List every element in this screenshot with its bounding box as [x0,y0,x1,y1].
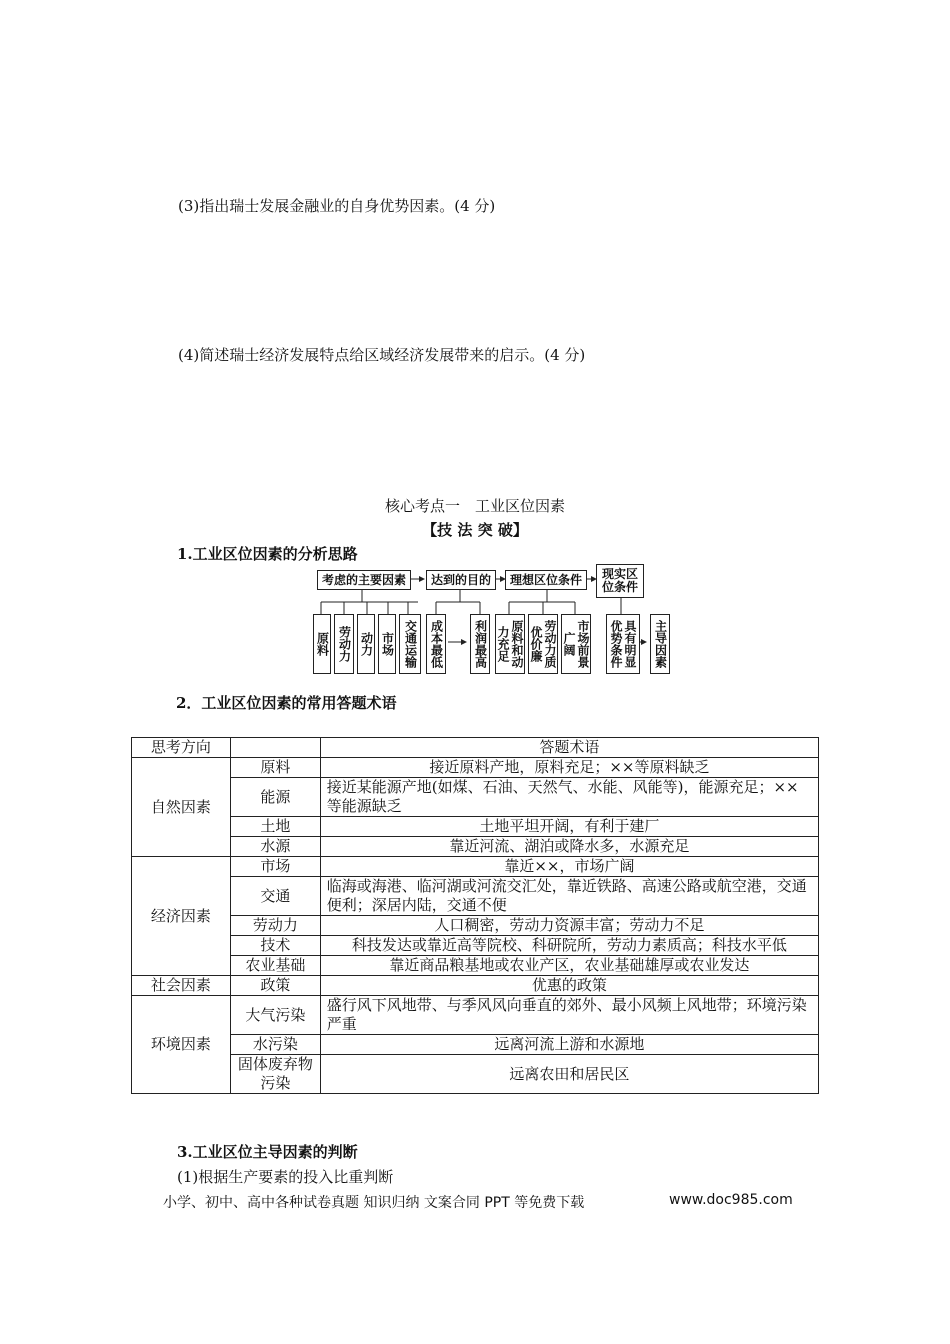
heading-2: 2．工业区位因素的常用答题术语 [176,694,397,712]
table-row [132,996,819,1035]
table-header-cell: 答题术语 [320,738,818,758]
term-cell: 靠近商品粮基地或农业产区，农业基础雄厚或农业发达 [320,956,818,976]
group-cell: 自然因素 [132,758,231,857]
factor-cell: 大气污染 [230,996,320,1035]
flow-factor-item: 动力 [357,614,375,674]
flow-ideal-box: 理想区位条件 [505,570,587,590]
group-cell: 环境因素 [132,996,231,1094]
factor-cell: 农业基础 [230,956,320,976]
flow-factor-item: 市场 [378,614,396,674]
question-3: (3)指出瑞士发展金融业的自身优势因素。(4 分) [178,197,496,215]
table-row [132,758,819,778]
term-cell: 土地平坦开阔，有利于建厂 [320,817,818,837]
table-row [132,956,819,976]
term-cell: 人口稠密，劳动力资源丰富；劳动力不足 [320,916,818,936]
flow-real-item: 具有明显优势条件 [606,614,640,674]
paragraph-1: (1)根据生产要素的投入比重判断 [177,1168,394,1186]
location-factor-table [131,737,819,1094]
table-row [132,857,819,877]
flow-ideal-item: 劳动力质优价廉 [528,614,558,674]
question-4: (4)简述瑞士经济发展特点给区域经济发展带来的启示。(4 分) [178,346,586,364]
table-row [132,916,819,936]
table-header-cell: 思考方向 [132,738,231,758]
section-subtitle: 【技 法 突 破】 [422,521,528,539]
factor-cell: 技术 [230,936,320,956]
flow-factors-box: 考虑的主要因素 [317,570,411,590]
group-cell: 社会因素 [132,976,231,996]
factor-cell: 交通 [230,877,320,916]
flow-ideal-item: 市场前景广阔 [561,614,591,674]
table-row [132,1035,819,1055]
footer-left: 小学、初中、高中各种试卷真题 知识归纳 文案合同 PPT 等免费下载 [163,1195,585,1211]
term-cell: 盛行风下风地带、与季风风向垂直的郊外、最小风频上风地带；环境污染严重 [320,996,818,1035]
footer-url[interactable]: www.doc985.com [669,1192,793,1208]
table-row [132,976,819,996]
flow-goal-box: 达到的目的 [426,570,496,590]
factor-cell: 政策 [230,976,320,996]
term-cell: 远离河流上游和水源地 [320,1035,818,1055]
term-cell: 科技发达或靠近高等院校、科研院所，劳动力素质高；科技水平低 [320,936,818,956]
table-row [132,817,819,837]
flow-factor-item: 劳动力 [334,614,354,674]
flow-factor-item [399,614,421,674]
term-cell: 临海或海港、临河湖或河流交汇处，靠近铁路、高速公路或航空港，交通便利；深居内陆，交通不便 [320,877,818,916]
table-header-cell [230,738,320,758]
term-cell: 优惠的政策 [320,976,818,996]
table-header-row [132,738,819,758]
group-cell: 经济因素 [132,857,231,976]
flow-ideal-item: 原料和动力充足 [495,614,525,674]
flow-real-box: 现实区位条件 [596,564,644,598]
section-title: 核心考点一 工业区位因素 [384,497,565,515]
factor-cell: 固体废弃物污染 [230,1055,320,1094]
factor-cell: 市场 [230,857,320,877]
table-row [132,837,819,857]
term-cell: 远离农田和居民区 [320,1055,818,1094]
factor-cell: 能源 [230,778,320,817]
factor-cell: 劳动力 [230,916,320,936]
heading-1: 1.工业区位因素的分析思路 [177,545,358,563]
flow-text: 交通运输 [403,620,418,668]
flow-goal-item: 成本最低 [426,614,446,674]
term-cell: 接近某能源产地(如煤、石油、天然气、水能、风能等)，能源充足；××等能源缺乏 [320,778,818,817]
factor-cell: 土地 [230,817,320,837]
table-row [132,877,819,916]
factor-cell: 水污染 [230,1035,320,1055]
table-row [132,936,819,956]
table-row [132,778,819,817]
flow-goal-item: 利润最高 [470,614,490,674]
heading-3: 3.工业区位主导因素的判断 [177,1143,358,1161]
factor-cell: 原料 [230,758,320,778]
term-cell: 靠近河流、湖泊或降水多，水源充足 [320,837,818,857]
factor-cell: 水源 [230,837,320,857]
term-cell: 靠近××，市场广阔 [320,857,818,877]
term-cell: 接近原料产地，原料充足；××等原料缺乏 [320,758,818,778]
flow-real-item: 主导因素 [650,614,670,674]
flow-factor-item: 原料 [313,614,331,674]
table-row [132,1055,819,1094]
